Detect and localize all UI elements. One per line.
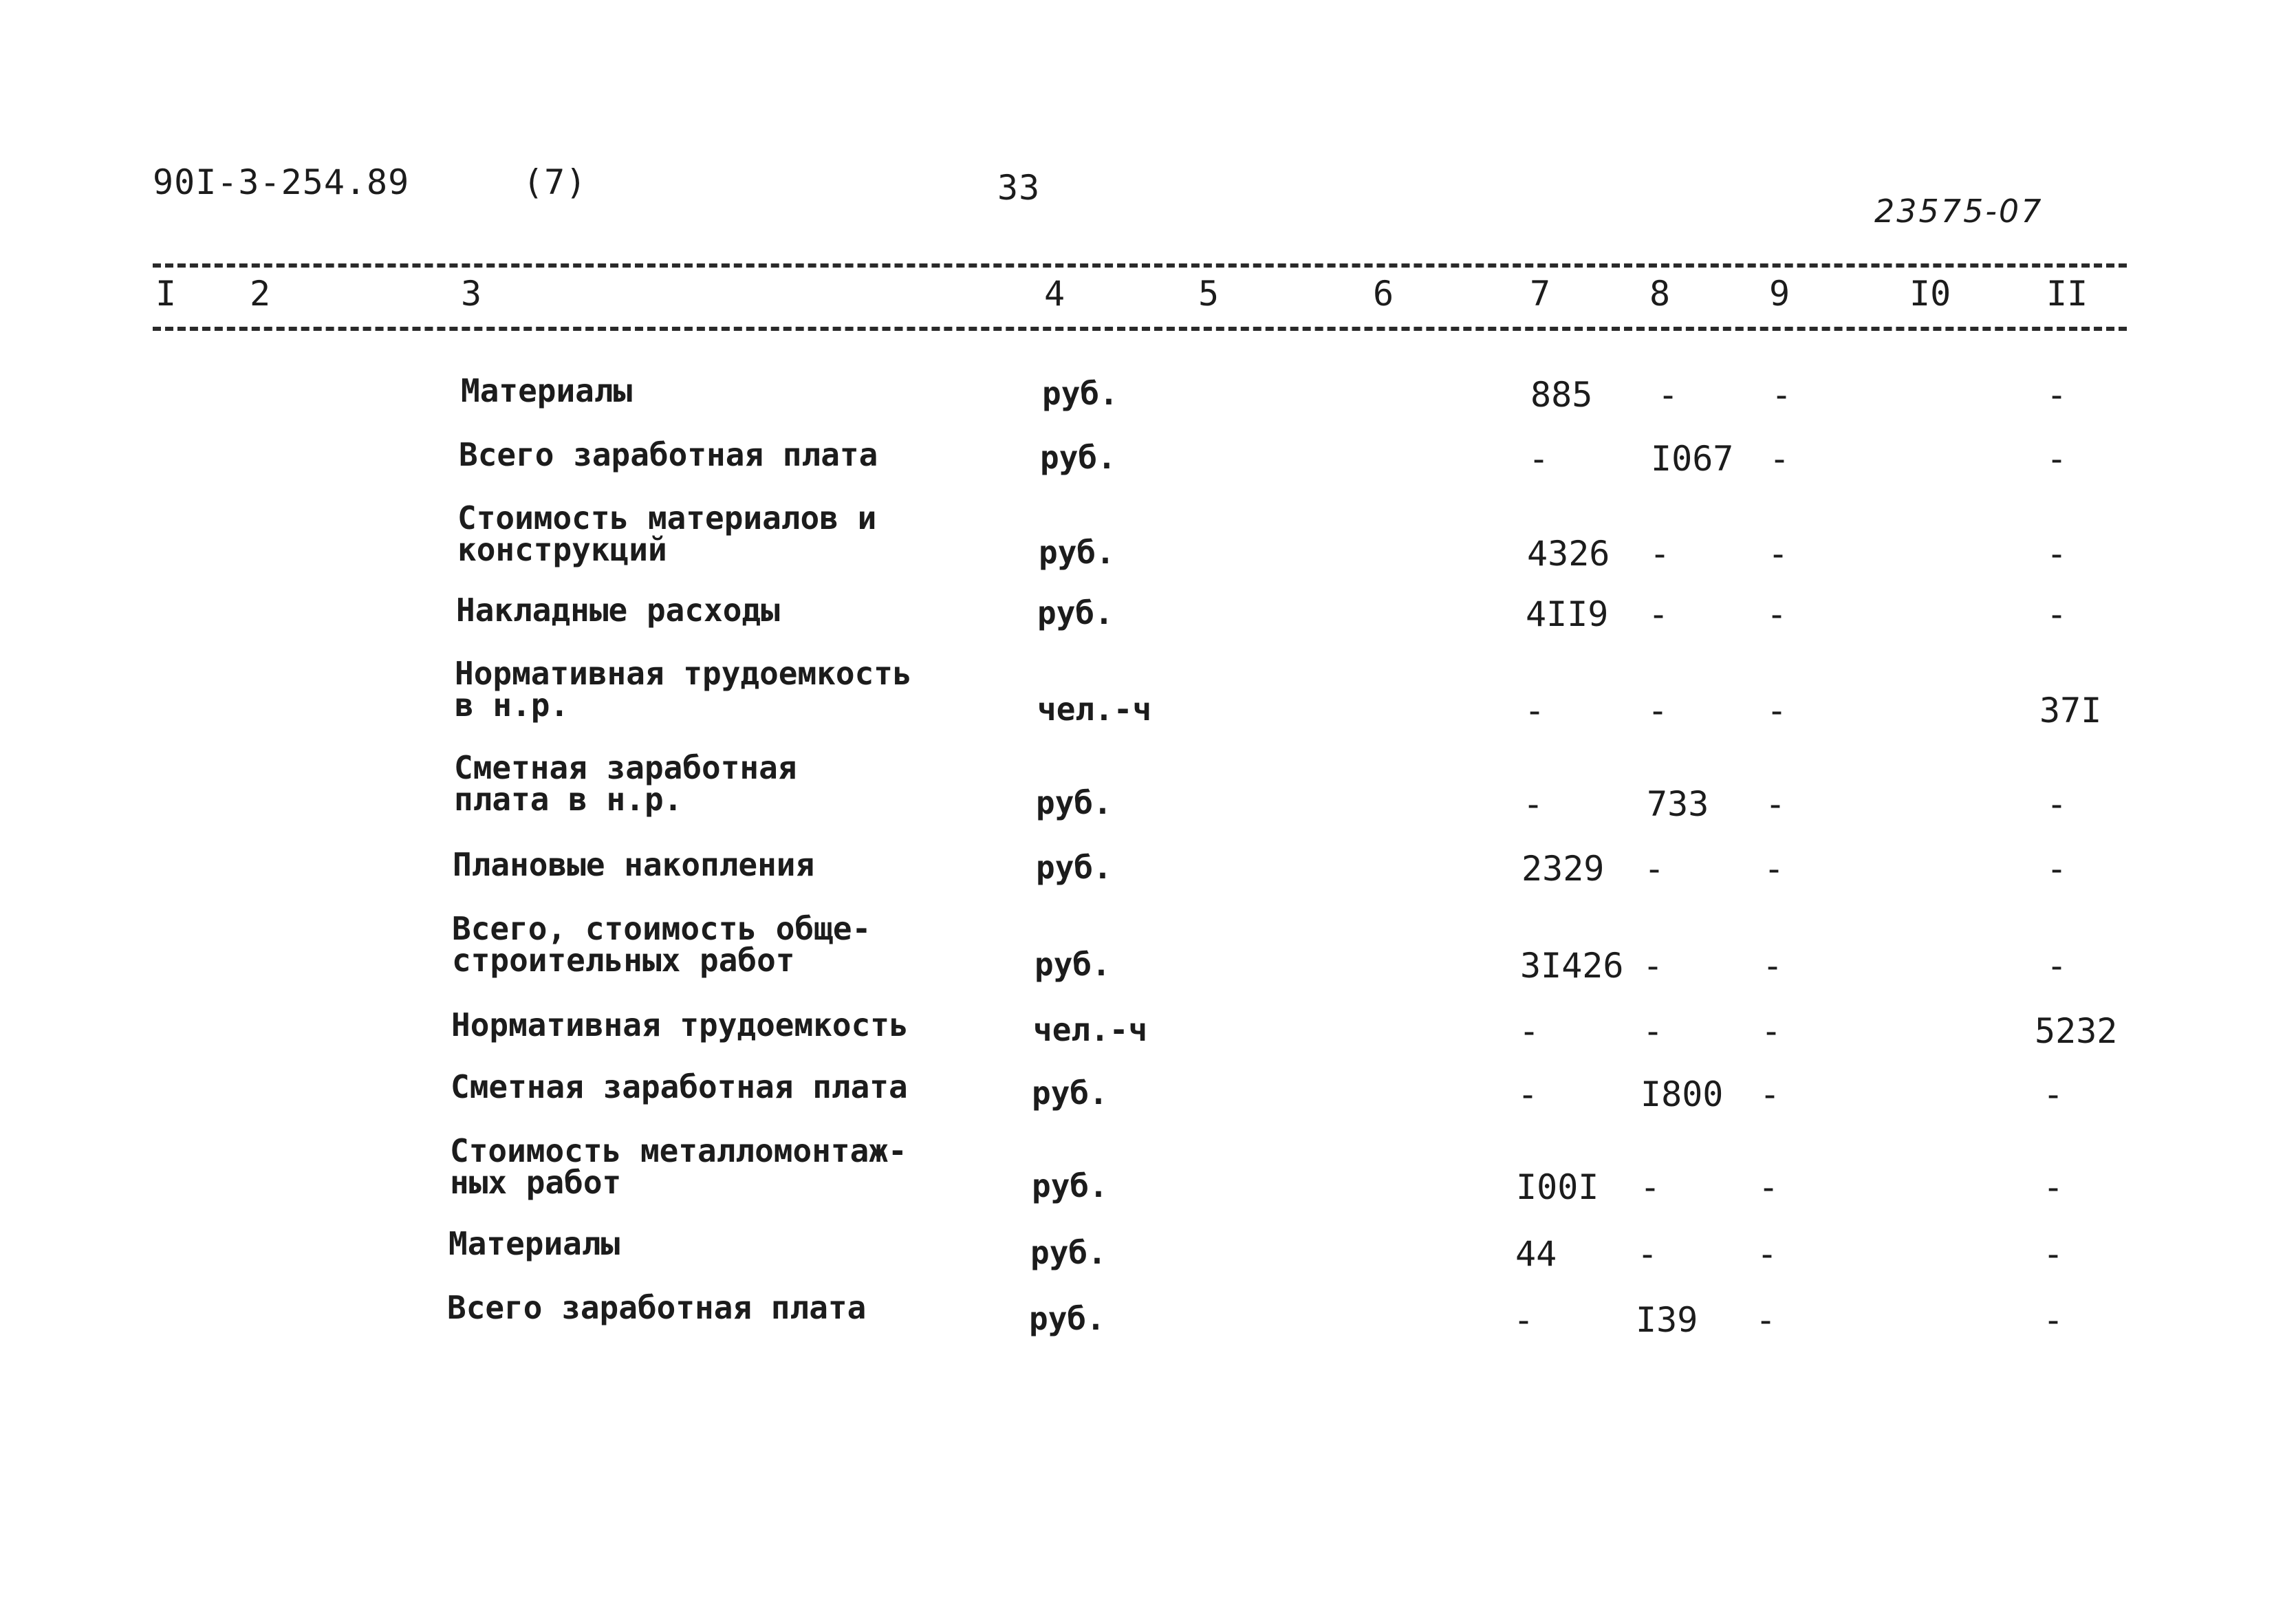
- row-value-col9: -: [1761, 1011, 1782, 1051]
- row-value-col8: -: [1649, 534, 1671, 574]
- row-value-col8: -: [1637, 1234, 1658, 1274]
- row-value-col8: -: [1640, 1167, 1661, 1207]
- dashed-rule-top: [153, 263, 2127, 268]
- row-value-col11: 37I: [2039, 691, 2102, 730]
- row-value-col11: -: [2046, 784, 2068, 824]
- row-label: Накладные расходы: [456, 592, 780, 629]
- row-value-col7: 3I426: [1520, 946, 1624, 986]
- column-number-7: 7: [1530, 274, 1551, 314]
- row-unit: чел.-ч: [1037, 691, 1152, 728]
- row-value-col11: -: [2046, 594, 2068, 634]
- row-value-col7: 885: [1530, 375, 1593, 415]
- dashed-rule-bottom: [153, 327, 2127, 331]
- row-unit: руб.: [1039, 534, 1115, 571]
- row-value-col11: -: [2043, 1300, 2064, 1340]
- column-number-3: 3: [461, 274, 482, 314]
- row-value-col9: -: [1757, 1234, 1778, 1274]
- row-value-col11: -: [2046, 946, 2068, 986]
- row-value-col8: -: [1643, 946, 1664, 986]
- row-unit: руб.: [1030, 1234, 1107, 1271]
- row-unit: руб.: [1040, 439, 1116, 476]
- column-number-11: II: [2046, 274, 2088, 314]
- row-value-col9: -: [1758, 1167, 1779, 1207]
- row-label: Стоимость материалов и конструкций: [457, 499, 877, 568]
- row-unit: руб.: [1042, 375, 1118, 412]
- row-label: Всего, стоимость обще- строительных работ: [452, 910, 871, 979]
- column-number-10: I0: [1909, 274, 1951, 314]
- row-value-col7: 44: [1515, 1234, 1557, 1274]
- row-label: Сметная заработная плата: [451, 1068, 908, 1105]
- registration-stamp: 23575-07: [1874, 193, 2044, 230]
- row-value-col7: 4326: [1527, 534, 1610, 574]
- column-number-6: 6: [1373, 274, 1394, 314]
- row-value-col11: -: [2046, 375, 2068, 415]
- row-value-col7: -: [1523, 784, 1544, 824]
- row-value-col11: -: [2046, 849, 2068, 889]
- row-value-col7: 2329: [1522, 849, 1605, 889]
- row-value-col9: -: [1755, 1300, 1777, 1340]
- row-unit: руб.: [1032, 1074, 1108, 1112]
- row-value-col9: -: [1762, 946, 1784, 986]
- row-unit: руб.: [1032, 1167, 1108, 1204]
- row-label: Плановые накопления: [453, 846, 815, 883]
- column-number-9: 9: [1769, 274, 1790, 314]
- row-value-col9: -: [1769, 439, 1790, 479]
- row-value-col11: -: [2046, 439, 2068, 479]
- row-value-col7: -: [1519, 1011, 1540, 1051]
- column-number-8: 8: [1649, 274, 1671, 314]
- row-value-col7: 4II9: [1526, 594, 1609, 634]
- row-value-col8: -: [1644, 849, 1665, 889]
- row-value-col7: I00I: [1516, 1167, 1599, 1207]
- row-label: Нормативная трудоемкость: [451, 1006, 909, 1043]
- row-value-col7: -: [1524, 691, 1546, 730]
- row-value-col9: -: [1765, 784, 1786, 824]
- row-label: Сметная заработная плата в н.р.: [454, 749, 797, 818]
- column-number-4: 4: [1044, 274, 1065, 314]
- row-label: Всего заработная плата: [447, 1289, 867, 1326]
- row-unit: руб.: [1036, 784, 1112, 821]
- row-label: Материалы: [461, 372, 633, 409]
- row-label: Стоимость металломонтаж- ных работ: [450, 1132, 907, 1201]
- row-value-col11: -: [2043, 1167, 2064, 1207]
- row-unit: руб.: [1037, 594, 1114, 631]
- row-value-col11: -: [2046, 534, 2068, 574]
- document-code: 90I-3-254.89: [153, 162, 410, 202]
- row-label: Всего заработная плата: [459, 436, 878, 473]
- row-value-col11: -: [2043, 1234, 2064, 1274]
- row-value-col9: -: [1764, 849, 1785, 889]
- row-value-col8: -: [1643, 1011, 1664, 1051]
- row-value-col11: -: [2043, 1074, 2064, 1114]
- row-value-col8: -: [1647, 691, 1669, 730]
- row-value-col9: -: [1771, 375, 1793, 415]
- row-unit: руб.: [1035, 946, 1111, 983]
- sheet-number: (7): [523, 162, 587, 202]
- row-value-col9: -: [1766, 594, 1788, 634]
- row-value-col8: -: [1648, 594, 1669, 634]
- row-value-col8: -: [1658, 375, 1679, 415]
- row-value-col7: -: [1513, 1300, 1535, 1340]
- row-value-col8: I39: [1636, 1300, 1698, 1340]
- column-number-2: 2: [250, 274, 271, 314]
- row-unit: руб.: [1036, 849, 1112, 886]
- row-value-col9: -: [1768, 534, 1789, 574]
- row-value-col9: -: [1759, 1074, 1781, 1114]
- row-value-col11: 5232: [2035, 1011, 2118, 1051]
- page-number: 33: [997, 168, 1041, 208]
- row-value-col8: I067: [1651, 439, 1734, 479]
- row-unit: чел.-ч: [1033, 1011, 1148, 1048]
- column-number-1: I: [155, 274, 177, 314]
- row-value-col8: I800: [1640, 1074, 1724, 1114]
- row-value-col7: -: [1528, 439, 1550, 479]
- row-label: Нормативная трудоемкость в н.р.: [455, 655, 912, 724]
- row-value-col9: -: [1766, 691, 1788, 730]
- row-value-col7: -: [1517, 1074, 1539, 1114]
- row-label: Материалы: [448, 1225, 620, 1262]
- column-number-5: 5: [1198, 274, 1220, 314]
- row-value-col8: 733: [1647, 784, 1709, 824]
- row-unit: руб.: [1029, 1300, 1105, 1337]
